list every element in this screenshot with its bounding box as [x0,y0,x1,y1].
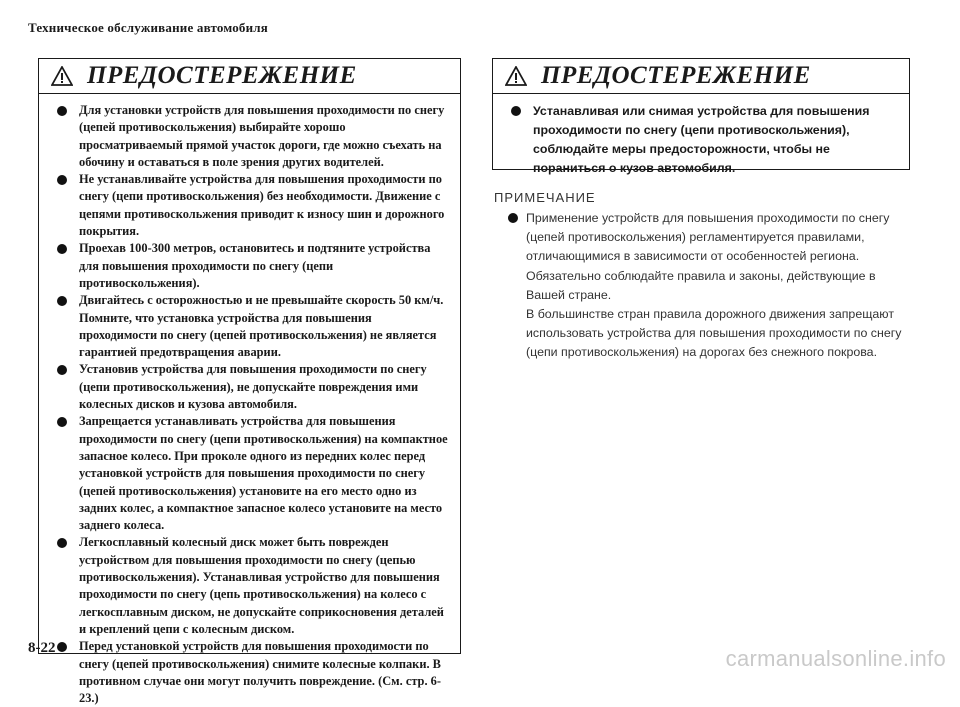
warning-item-text: Для установки устройств для повышения проходимости по снегу (цепей противоскольжения) выбирайте хорошо просматриваемый прямой участок дороги, где можно съехать на обочину и оставаться в поле зрения других водителей. [79,103,445,169]
warning-item [509,102,901,178]
warning-item-text: Устанавливая или снимая устройства для повышения проходимости по снегу (цепи противоскольжения), соблюдайте меры предосторожности, чтобы не пораниться о кузов автомобиля. [533,104,870,175]
warning-item-text: Легкосплавный колесный диск может быть поврежден устройством для повышения проходимости по снегу (цепью противоскольжения). Устанавливая устройство для повышения проходимости по снегу (цепь противоскольжения) на колесо с легкосплавным диском, не допускайте соприкосновения деталей и креплений цепи с колесным диском. [79,535,444,636]
warning-item-text: Установив устройства для повышения проходимости по снегу (цепи противоскольжения), не допускайте повреждения ими колесных дисков и кузова автомобиля. [79,362,427,412]
warning-item [55,534,452,638]
warning-box-left [38,58,461,706]
warning-item-text: Проехав 100-300 метров, остановитесь и подтяните устройства для повышения проходимости по снегу (цепи противоскольжения). [79,241,431,290]
bullet-dot-icon [57,642,67,652]
warning-triangle-icon [51,66,73,86]
bullet-dot-icon [57,417,67,427]
warning-item [55,102,452,171]
warning-item [55,361,452,413]
bullet-dot-icon [57,244,67,254]
warning-title-bar [39,59,460,94]
page-header: Техническое обслуживание автомобиля [28,20,269,35]
bullet-dot-icon [57,296,67,306]
note-item [508,209,914,363]
bullet-dot-icon [508,213,518,223]
warning-item [55,413,452,534]
bullet-dot-icon [511,106,521,116]
warning-item-text: Перед установкой устройств для повышения проходимости по снегу (цепей противоскольжения) снимите колесные колпаки. В противном случае они могут получить повреждение. (См. стр. 6-23.) [79,639,441,706]
warning-item [55,240,452,292]
warning-item-text: Двигайтесь с осторожностью и не превышайте скорость 50 км/ч. Помните, что установка устройства для повышения проходимости по снегу (цепей противоскольжения) не является гарантией предотвращения аварии. [79,293,444,360]
note-heading: ПРИМЕЧАНИЕ [494,190,596,205]
bullet-dot-icon [57,538,67,548]
bullet-dot-icon [57,365,67,375]
warning-title-bar [493,59,909,94]
warning-title: ПРЕДОСТЕРЕЖЕНИЕ [541,62,811,89]
warning-box-right [492,58,910,175]
warning-item-text: Запрещается устанавливать устройства для повышения проходимости по снегу (цепи противоскольжения) на компактное запасное колесо. При проколе одного из передних колес перед установкой устройств для повышения проходимости по снегу (цепей противоскольжения) установите на его место одно из задних колес, а компактное запасное колесо установите на место заднего колеса. [79,414,448,533]
warning-item [55,292,452,361]
warning-triangle-icon [505,66,527,86]
bullet-dot-icon [57,106,67,116]
note-section [494,190,914,363]
watermark: carmanualsonline.info [725,646,946,671]
warning-item-text: Не устанавливайте устройства для повышения проходимости по снегу (цепи противоскольжения) без необходимости. Движение с цепями противоскольжения приводит к износу шин и дорожного покрытия. [79,172,445,239]
warning-list [39,94,460,707]
note-list [494,209,914,363]
note-paragraph: В большинстве стран правила дорожного движения запрещают использовать устройства для повышения проходимости по снегу (цепи противоскольжения) на дорогах без снежного покрова. [526,307,902,360]
note-paragraph: Применение устройств для повышения проходимости по снегу (цепей противоскольжения) регламентируется правилами, отличающимися в зависимости от особенностей региона. Обязательно соблюдайте правила и законы, действующие в Вашей стране. [526,211,890,302]
page-number: 8-22 [28,640,56,656]
bullet-dot-icon [57,175,67,185]
warning-item [55,171,452,240]
warning-list [493,94,909,178]
warning-item [55,638,452,707]
warning-title: ПРЕДОСТЕРЕЖЕНИЕ [87,62,357,89]
